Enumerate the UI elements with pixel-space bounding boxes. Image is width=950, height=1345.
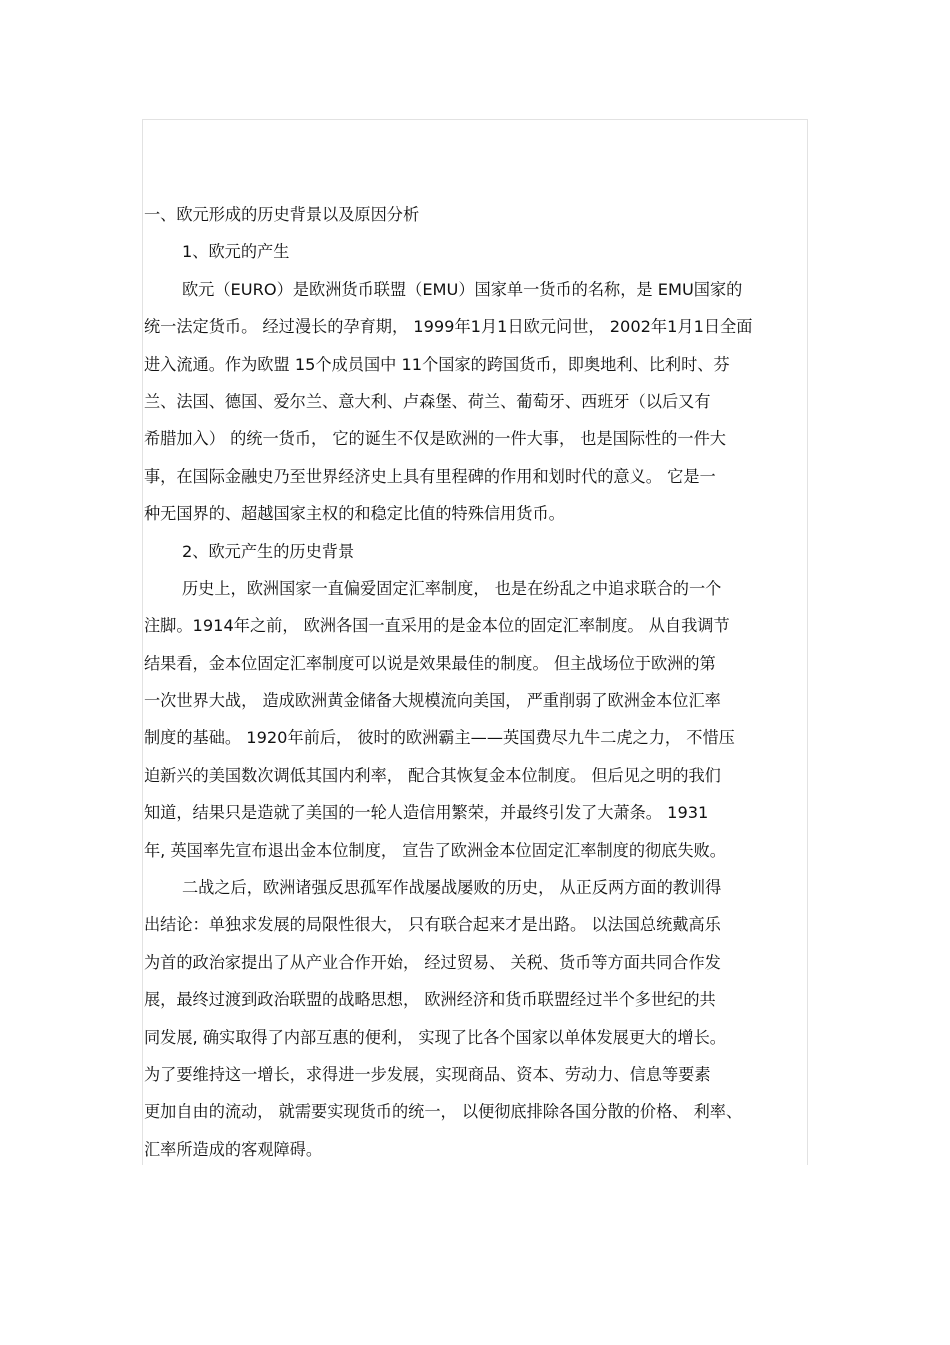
- text-line: 进入流通。作为欧盟 15个成员国中 11个国家的跨国货币，即奥地利、比利时、芬: [144, 354, 730, 374]
- text-line: 种无国界的、超越国家主权的和稳定比值的特殊信用货币。: [144, 504, 565, 524]
- text-line: 制度的基础。 1920年前后， 彼时的欧洲霸主——英国费尽九牛二虎之力， 不惜压: [144, 728, 735, 748]
- text-line: 知道，结果只是造就了美国的一轮人造信用繁荣，并最终引发了大萧条。 1931: [144, 803, 709, 823]
- text-line: 年, 英国率先宣布退出金本位制度， 宣告了欧洲金本位固定汇率制度的彻底失败。: [144, 840, 726, 860]
- text-line: 汇率所造成的客观障碍。: [144, 1139, 323, 1159]
- text-line: 出结论：单独求发展的局限性很大， 只有联合起来才是出路。 以法国总统戴高乐: [144, 915, 721, 935]
- text-line: 为了要维持这一增长，求得进一步发展，实现商品、资本、劳动力、信息等要素: [144, 1064, 711, 1084]
- text-line: 注脚。1914年之前， 欧洲各国一直采用的是金本位的固定汇率制度。 从自我调节: [144, 616, 730, 636]
- text-line: 为首的政治家提出了从产业合作开始， 经过贸易、 关税、货币等方面共同合作发: [144, 952, 721, 972]
- text-line: 1、欧元的产生: [182, 242, 290, 262]
- text-line: 希腊加入） 的统一货币， 它的诞生不仅是欧洲的一件大事， 也是国际性的一件大: [144, 429, 726, 449]
- text-line: 同发展, 确实取得了内部互惠的便利， 实现了比各个国家以单体发展更大的增长。: [144, 1027, 726, 1047]
- text-line: 一、欧元形成的历史背景以及原因分析: [144, 205, 420, 224]
- text-line: 结果看，金本位固定汇率制度可以说是效果最佳的制度。 但主战场位于欧洲的第: [144, 653, 716, 673]
- text-line: 二战之后，欧洲诸强反思孤军作战屡战屡败的历史， 从正反两方面的教训得: [182, 878, 722, 898]
- document-body: [144, 196, 808, 1168]
- text-line: 历史上，欧洲国家一直偏爱固定汇率制度， 也是在纷乱之中追求联合的一个: [182, 578, 722, 598]
- text-line: 欧元（EURO）是欧洲货币联盟（EMU）国家单一货币的名称，是 EMU国家的: [182, 279, 743, 299]
- text-line: 兰、法国、德国、爱尔兰、意大利、卢森堡、荷兰、葡萄牙、西班牙（以后又有: [144, 391, 711, 411]
- text-line: 迫新兴的美国数次调低其国内利率， 配合其恢复金本位制度。 但后见之明的我们: [144, 765, 721, 785]
- text-line: 展，最终过渡到政治联盟的战略思想， 欧洲经济和货币联盟经过半个多世纪的共: [144, 990, 716, 1010]
- text-line: 统一法定货币。 经过漫长的孕育期， 1999年1月1日欧元问世， 2002年1月1日全面: [144, 317, 753, 337]
- text-line: 事，在国际金融史乃至世界经济史上具有里程碑的作用和划时代的意义。 它是一: [144, 466, 716, 486]
- text-line: 更加自由的流动， 就需要实现货币的统一， 以便彻底排除各国分散的价格、 利率、: [144, 1102, 743, 1122]
- text-line: 一次世界大战， 造成欧洲黄金储备大规模流向美国， 严重削弱了欧洲金本位汇率: [144, 691, 721, 711]
- text-line: 2、欧元产生的历史背景: [182, 541, 355, 561]
